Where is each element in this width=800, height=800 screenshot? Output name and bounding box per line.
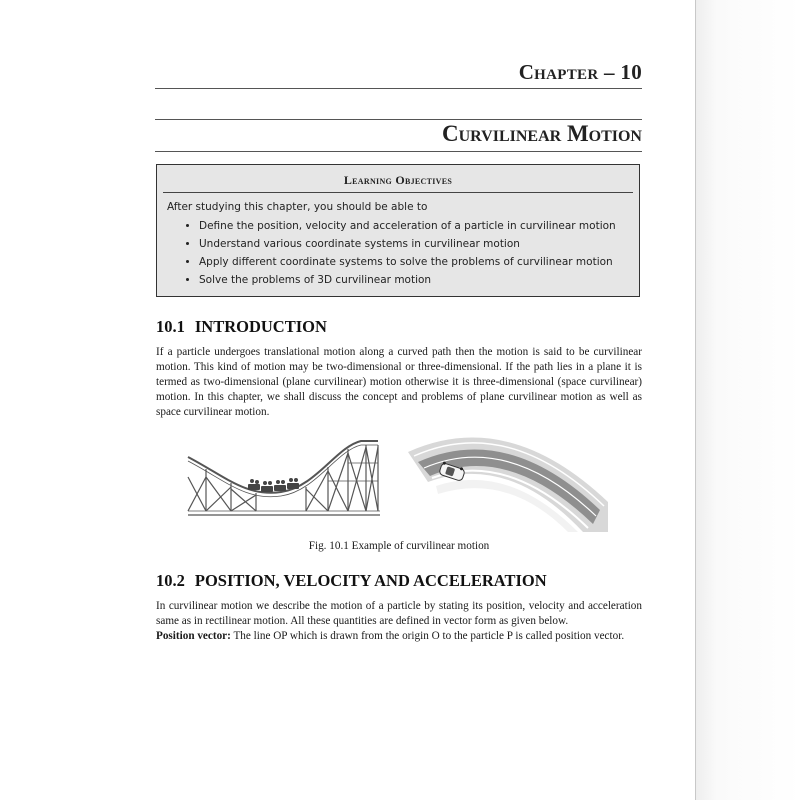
figure-caption: Fig. 10.1 Example of curvilinear motion [308, 540, 490, 552]
list-item: • Solve the problems of 3D curvilinear motion [199, 271, 639, 289]
learning-objectives-box [156, 164, 640, 297]
page-margin-shadow [696, 0, 800, 800]
section-heading [156, 571, 547, 591]
objectives-intro: After studying this chapter, you should be able to [167, 201, 428, 213]
section-title: POSITION, VELOCITY AND ACCELERATION [194, 571, 547, 590]
section-number: 10.2 [156, 571, 185, 590]
objectives-heading: Learning Objectives [343, 173, 453, 187]
objectives-list [157, 217, 639, 289]
list-item: • Define the position, velocity and acceleration of a particle in curvilinear motion [199, 217, 639, 235]
divider [163, 192, 633, 193]
definition [156, 629, 642, 644]
chapter-title: Curvilinear Motion [442, 121, 642, 146]
section-number: 10.1 [156, 317, 185, 336]
section-heading [156, 317, 327, 337]
paragraph [156, 599, 642, 644]
divider [155, 88, 642, 89]
chapter-number: Chapter – 10 [518, 60, 642, 84]
divider [155, 119, 642, 120]
list-item: • Understand various coordinate systems in curvilinear motion [199, 235, 639, 253]
paragraph-text: In curvilinear motion we describe the motion of a particle by stating its position, velocity and acceleration same as in rectilinear motion. All these quantities are defined in vector form as given below. [156, 600, 642, 627]
paragraph-text: If a particle undergoes translational motion along a curved path then the motion is said to be curvilinear motion. This kind of motion may be two-dimensional or three-dimensional. If the path lies in a plane it is termed as two-dimensional (plane curvilinear) motion otherwise it is three-dimensional (space curvilinear) motion. In this chapter, we shall discuss the concept and problems of plane curvilinear motion as well as space curvilinear motion. [156, 346, 642, 418]
section-title: INTRODUCTION [194, 317, 327, 336]
roller-coaster-image [186, 437, 382, 521]
definition-term: Position vector: [156, 630, 231, 642]
curved-road-car-image [408, 432, 608, 532]
paragraph [156, 345, 642, 420]
divider [155, 151, 642, 152]
definition-text: The line OP which is drawn from the origin O to the particle P is called position vector. [230, 630, 625, 642]
list-item: • Apply different coordinate systems to solve the problems of curvilinear motion [199, 253, 639, 271]
